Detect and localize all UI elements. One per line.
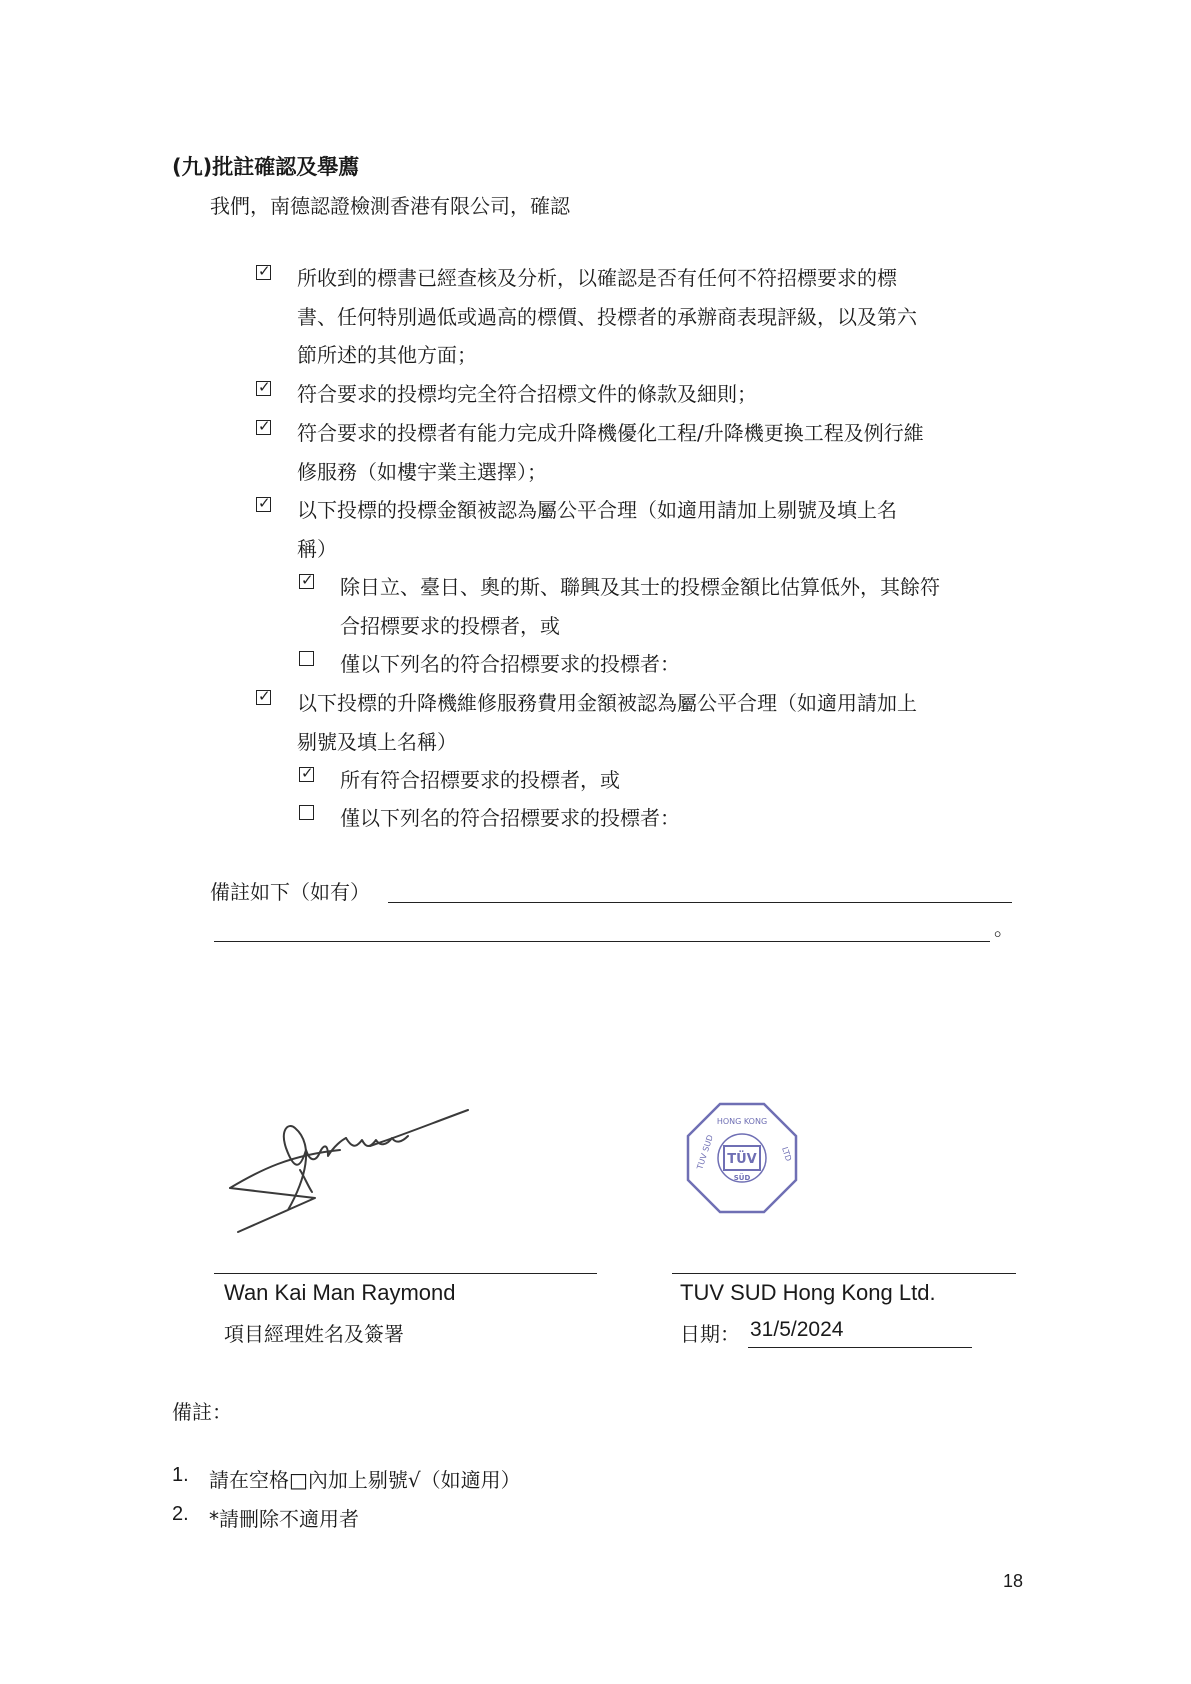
item-line: 合招標要求的投標者，或: [340, 613, 560, 638]
note-number: 1.: [172, 1464, 189, 1486]
item-line: 節所述的其他方面；: [297, 343, 477, 367]
checkbox[interactable]: [299, 805, 314, 820]
item-line: 所收到的標書已經查核及分析，以確認是否有任何不符招標要求的標: [297, 266, 897, 290]
item-line: 僅以下列名的符合招標要求的投標者：: [340, 652, 680, 676]
item-line: 以下投標的投標金額被認為屬公平合理（如適用請加上剔號及填上名: [297, 498, 897, 522]
svg-text:SÜD: SÜD: [733, 1174, 751, 1182]
checkbox[interactable]: [299, 651, 314, 666]
svg-text:LTD: LTD: [780, 1145, 794, 1163]
item-line: 僅以下列名的符合招標要求的投標者：: [340, 806, 680, 830]
company-signature-line[interactable]: [672, 1273, 1016, 1274]
date-label: 日期：: [680, 1322, 740, 1346]
signatory-name: Wan Kai Man Raymond: [224, 1280, 456, 1305]
note-text: *請刪除不適用者: [209, 1507, 359, 1531]
section-heading: (九)批註確認及舉薦: [172, 155, 360, 179]
svg-text:TUV SUD: TUV SUD: [695, 1133, 715, 1171]
item-line: 稱）: [297, 536, 337, 561]
date-underline[interactable]: [748, 1347, 972, 1348]
svg-text:HONG KONG: HONG KONG: [716, 1117, 768, 1126]
company-name: TUV SUD Hong Kong Ltd.: [680, 1280, 936, 1305]
item-line: 除日立、臺日、奧的斯、聯興及其士的投標金額比估算低外，其餘符: [340, 575, 940, 599]
remarks-label: 備註如下（如有）: [210, 880, 370, 904]
item-line: 以下投標的升降機維修服務費用金額被認為屬公平合理（如適用請加上: [297, 691, 917, 715]
checkbox[interactable]: [256, 420, 271, 435]
remarks-line-2[interactable]: [214, 941, 990, 942]
signature-line[interactable]: [214, 1273, 597, 1274]
page-number: 18: [1003, 1571, 1024, 1591]
remarks-end-mark: 。: [994, 916, 1014, 940]
item-line: 書、任何特別過低或過高的標價、投標者的承辦商表現評級，以及第六: [297, 304, 917, 329]
checkbox[interactable]: [256, 497, 271, 512]
item-line: 符合要求的投標者有能力完成升降機優化工程/升降機更換工程及例行維: [297, 421, 924, 445]
checkbox[interactable]: [256, 381, 271, 396]
notes-label: 備註：: [172, 1400, 232, 1424]
remarks-line[interactable]: [388, 902, 1012, 903]
item-line: 修服務（如樓宇業主選擇）；: [297, 459, 547, 484]
item-line: 符合要求的投標均完全符合招標文件的條款及細則；: [297, 382, 757, 406]
item-line: 剔號及填上名稱）: [297, 729, 457, 754]
checkbox[interactable]: [299, 767, 314, 782]
signatory-role: 項目經理姓名及簽署: [224, 1322, 404, 1346]
handwritten-signature: [220, 1100, 480, 1240]
svg-text:TÜV: TÜV: [727, 1152, 757, 1167]
checkbox[interactable]: [256, 690, 271, 705]
checkbox[interactable]: [299, 574, 314, 589]
checkbox[interactable]: [256, 265, 271, 280]
date-value: 31/5/2024: [750, 1318, 844, 1341]
note-number: 2.: [172, 1503, 189, 1525]
item-line: 所有符合招標要求的投標者，或: [340, 768, 620, 792]
company-stamp: [684, 1100, 800, 1216]
note-text: 請在空格□內加上剔號√（如適用）: [209, 1468, 521, 1492]
confirmation-intro: 我們，南德認證檢測香港有限公司，確認: [210, 194, 570, 218]
